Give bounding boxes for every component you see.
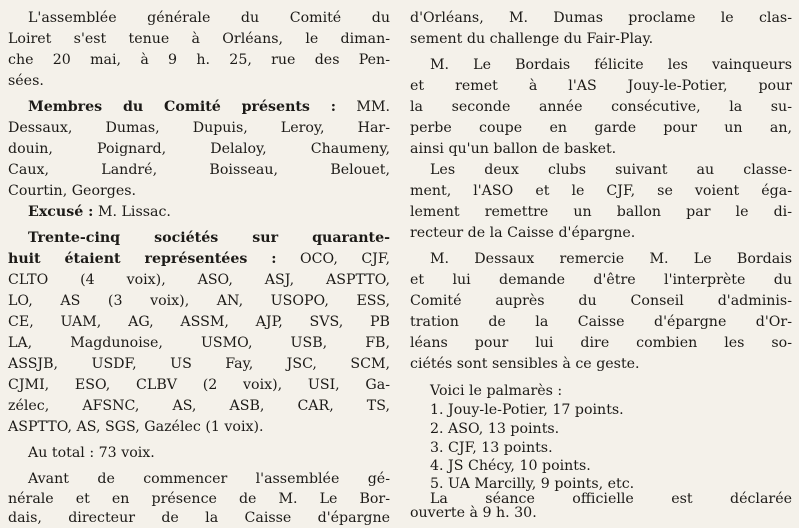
text-line: ment, l'ASO et le CJF, se voient éga- xyxy=(410,183,792,199)
societies-label: huit étaient représentées : xyxy=(8,251,277,267)
text-line: et lui demande d'être l'interprète du xyxy=(410,272,792,288)
palmares-item: 5. UA Marcilly, 9 points, etc. xyxy=(430,476,635,492)
text-line: Loiret s'est tenue à Orléans, le diman- xyxy=(8,31,390,47)
text-line: LO, AS (3 voix), AN, USOPO, ESS, xyxy=(8,293,390,309)
palmares-item: 2. ASO, 13 points. xyxy=(430,421,560,437)
text-line: zélec, AFSNC, AS, ASB, CAR, TS, xyxy=(8,398,390,414)
text-line: che 20 mai, à 9 h. 25, rue des Pen- xyxy=(8,52,390,68)
text-line: ouverte à 9 h. 30. xyxy=(410,505,537,521)
text-line: CE, UAM, AG, ASSM, AJP, SVS, PB xyxy=(8,314,390,330)
text-line: M. Le Bordais félicite les vainqueurs xyxy=(430,57,792,73)
text-line: d'Orléans, M. Dumas proclame le clas- xyxy=(410,10,792,26)
text-line: ASPTTO, AS, SGS, Gazélec (1 voix). xyxy=(8,419,264,435)
text-line: Dessaux, Dumas, Dupuis, Leroy, Har- xyxy=(8,120,390,136)
text-line: lement remettre un ballon par le di- xyxy=(410,204,792,220)
text-line: Courtin, Georges. xyxy=(8,183,137,199)
text-line: Caux, Landré, Boisseau, Belouet, xyxy=(8,162,390,178)
text-line: et remet à l'AS Jouy-le-Potier, pour xyxy=(410,78,792,94)
members-label: Membres du Comité présents : xyxy=(28,99,336,115)
palmares-item: 1. Jouy-le-Potier, 17 points. xyxy=(430,402,624,418)
text-line: douin, Poignard, Delaloy, Chaumeny, xyxy=(8,141,390,157)
text-line: ASSJB, USDF, US Fay, JSC, SCM, xyxy=(8,356,390,372)
text-line: dais, directeur de la Caisse d'épargne xyxy=(8,510,390,526)
excuse-text: M. Lissac. xyxy=(97,204,171,220)
text-line: CLTO (4 voix), ASO, ASJ, ASPTTO, xyxy=(8,272,390,288)
palmares-item: 4. JS Chécy, 10 points. xyxy=(430,458,591,474)
text-line: Les deux clubs suivant au classe- xyxy=(430,162,792,178)
societies-label-line: Trente-cinq sociétés sur quarante- xyxy=(28,230,390,246)
palmares-item: 3. CJF, 13 points. xyxy=(430,440,553,456)
text-line: tration de la Caisse d'épargne d'Or- xyxy=(410,314,792,330)
members-text: MM. xyxy=(356,99,390,115)
societies-line xyxy=(8,249,390,269)
text-line: Avant de commencer l'assemblée gé- xyxy=(28,471,390,487)
excuse-label: Excusé : xyxy=(28,204,94,220)
members-line xyxy=(8,97,390,117)
text-line: sées. xyxy=(8,73,44,89)
text-line: ciétés sont sensibles à ce geste. xyxy=(410,356,640,372)
text-line: recteur de la Caisse d'épargne. xyxy=(410,225,636,241)
text-line: perbe coupe en garde pour un an, xyxy=(410,120,792,136)
total-line: Au total : 73 voix. xyxy=(28,445,155,461)
text-line: CJMI, ESO, CLBV (2 voix), USI, Ga- xyxy=(8,377,390,393)
text-line: M. Dessaux remercie M. Le Bordais xyxy=(430,251,792,267)
text-line: ainsi qu'un ballon de basket. xyxy=(410,141,617,157)
text-line: La séance officielle est déclarée xyxy=(430,491,792,507)
palmares-intro: Voici le palmarès : xyxy=(430,383,563,399)
excuse-line xyxy=(8,202,390,222)
text-line: la seconde année consécutive, la su- xyxy=(410,99,792,115)
text-line: LA, Magdunoise, USMO, USB, FB, xyxy=(8,335,390,351)
text-line: Comité auprès du Conseil d'adminis- xyxy=(410,293,792,309)
text-line: sement du challenge du Fair-Play. xyxy=(410,31,654,47)
text-line: léans pour lui dire combien les so- xyxy=(410,335,792,351)
societies-text: OCO, CJF, xyxy=(300,251,391,267)
text-line: L'assemblée générale du Comité du xyxy=(28,10,390,26)
text-line: nérale et en présence de M. Le Bor- xyxy=(8,491,390,507)
